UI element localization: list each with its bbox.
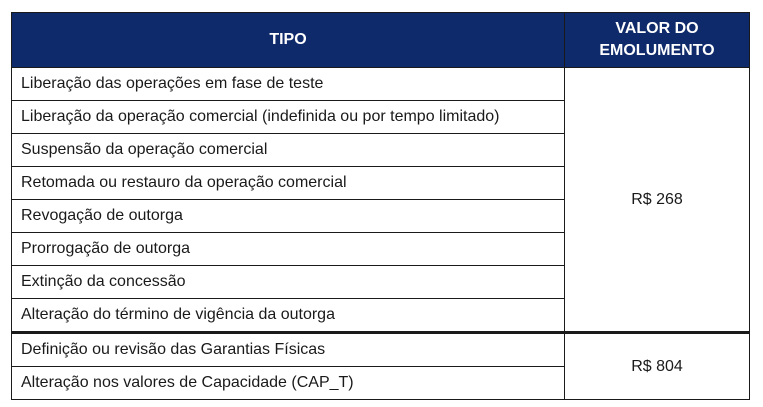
header-valor-emolumento bbox=[565, 13, 750, 68]
tipo-cell: Alteração nos valores de Capacidade (CAP_T) bbox=[12, 367, 565, 400]
header-tipo bbox=[12, 13, 565, 68]
tipo-cell: Liberação das operações em fase de teste bbox=[12, 68, 565, 101]
header-valor-line2: EMOLUMENTO bbox=[599, 42, 715, 59]
valor-cell-group-2: R$ 804 bbox=[565, 333, 750, 400]
tipo-cell: Prorrogação de outorga bbox=[12, 233, 565, 266]
tipo-cell: Retomada ou restauro da operação comercial bbox=[12, 167, 565, 200]
table-row bbox=[12, 333, 750, 367]
valor-cell-group-1: R$ 268 bbox=[565, 68, 750, 333]
table-row bbox=[12, 68, 750, 101]
tipo-cell: Definição ou revisão das Garantias Físicas bbox=[12, 333, 565, 367]
table-header-row bbox=[12, 13, 750, 68]
tipo-cell: Liberação da operação comercial (indefinida ou por tempo limitado) bbox=[12, 101, 565, 134]
tipo-cell: Suspensão da operação comercial bbox=[12, 134, 565, 167]
header-valor-line1: VALOR DO bbox=[615, 20, 699, 37]
fees-table bbox=[11, 12, 750, 400]
header-tipo-label: TIPO bbox=[269, 31, 307, 48]
tipo-cell: Revogação de outorga bbox=[12, 200, 565, 233]
tipo-cell: Extinção da concessão bbox=[12, 266, 565, 299]
tipo-cell: Alteração do término de vigência da outorga bbox=[12, 299, 565, 333]
